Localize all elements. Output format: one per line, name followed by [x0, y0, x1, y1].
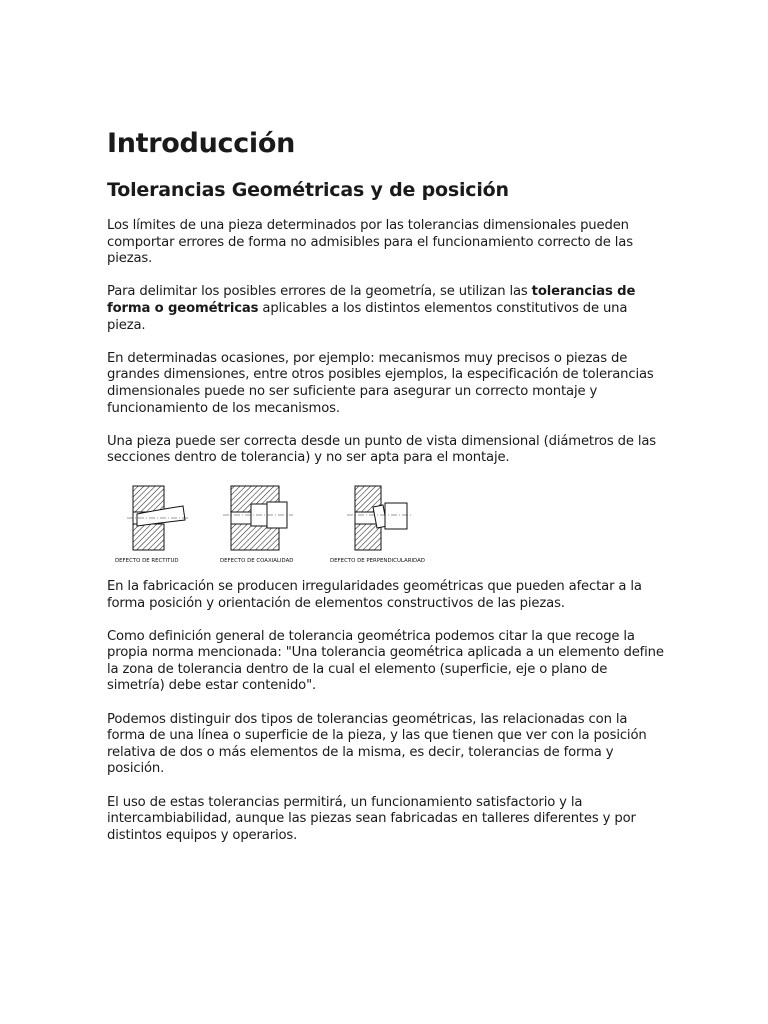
paragraph-4: Una pieza puede ser correcta desde un punto de vista dimensional (diámetros de las secciones dentro de tolerancia) y no ser apta para el montaje.	[107, 433, 657, 466]
paragraph-1: Los límites de una pieza determinados por las tolerancias dimensionales pueden comportar errores de forma no admisibles para el funcionamiento correcto de las piezas.	[107, 218, 633, 267]
perpendicularity-defect-drawing	[347, 486, 413, 550]
paragraph-7: Podemos distinguir dos tipos de tolerancias geométricas, las relacionadas con la forma de una línea o superficie de la pieza, y las que tienen que ver con la posición relativa de dos o más elementos de la misma, es decir, tolerancias de forma y posición.	[107, 711, 647, 777]
paragraph-6: Como definición general de tolerancia geométrica podemos citar la que recoge la propia norma mencionada: "Una tolerancia geométrica aplicada a un elemento define la zona de tolerancia dentro de la cual el elemento (superficie, eje o plano de simetría) debe estar contenido".	[107, 628, 664, 694]
straightness-defect-drawing	[127, 486, 189, 550]
page-subtitle: Tolerancias Geométricas y de posición	[107, 179, 509, 201]
paragraph-3: En determinadas ocasiones, por ejemplo: mecanismos muy precisos o piezas de grandes dimensiones, entre otros posibles ejemplos, la especificación de tolerancias dimensionales puede no ser suficiente para asegurar un correcto montaje y funcionamiento de los mecanismos.	[107, 350, 654, 416]
document-page	[107, 124, 667, 844]
caption-straightness: DEFECTO DE RECTITUD	[115, 557, 179, 564]
caption-perpendicularity: DEFECTO DE PERPENDICULARIDAD	[330, 557, 425, 564]
paragraph-2	[107, 284, 667, 334]
page-title: Introducción	[107, 128, 296, 159]
paragraph-8: El uso de estas tolerancias permitirá, un funcionamiento satisfactorio y la intercambiabilidad, aunque las piezas sean fabricadas en talleres diferentes y por distintos equipos y operarios.	[107, 794, 636, 843]
paragraph-2-bold-term: tolerancias de forma o geométricas	[107, 284, 636, 316]
paragraph-5: En la fabricación se producen irregularidades geométricas que pueden afectar a la forma posición y orientación de elementos constructivos de las piezas.	[107, 578, 642, 611]
paragraph-2-text-start: Para delimitar los posibles errores de la geometría, se utilizan las	[107, 284, 532, 300]
caption-coaxiality: DEFECTO DE COAXIALIDAD	[220, 557, 294, 564]
tolerance-defects-figure	[107, 483, 437, 565]
coaxiality-defect-drawing	[223, 486, 293, 550]
tolerance-defects-illustration	[107, 483, 437, 565]
paragraph-2-text-end: aplicables a los distintos elementos constitutivos de una pieza.	[107, 300, 628, 333]
